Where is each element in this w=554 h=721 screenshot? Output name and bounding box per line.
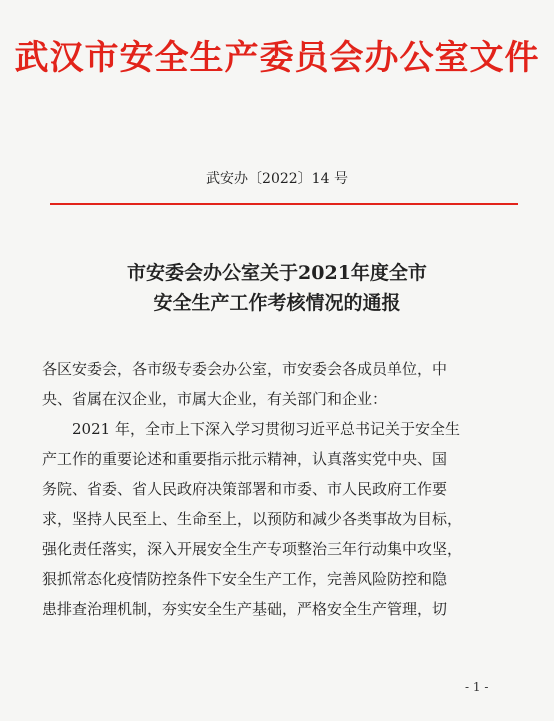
document-title-line-1: 市安委会办公室关于2021年度全市 (127, 262, 427, 284)
issuer-header: 武汉市安全生产委员会办公室文件 (14, 38, 540, 78)
body-line: 央、省属在汉企业，市属大企业，有关部门和企业： (42, 390, 388, 408)
body-line: 狠抓常态化疫情防控条件下安全生产工作，完善风险防控和隐 (42, 570, 448, 588)
body-line: 产工作的重要论述和重要指示批示精神，认真落实党中央、国 (42, 450, 448, 468)
body-text (42, 354, 512, 624)
body-line: 务院、省委、省人民政府决策部署和市委、市人民政府工作要 (42, 480, 448, 498)
red-divider-line (50, 203, 518, 205)
document-title-line-2: 安全生产工作考核情况的通报 (153, 292, 401, 314)
body-line: 求，坚持人民至上、生命至上，以预防和减少各类事故为目标， (42, 510, 463, 528)
document-title (0, 258, 554, 318)
body-line: 强化责任落实，深入开展安全生产专项整治三年行动集中攻坚， (42, 540, 463, 558)
body-line: 各区安委会，各市级专委会办公室，市安委会各成员单位，中 (42, 360, 448, 378)
body-line: 2021 年，全市上下深入学习贯彻习近平总书记关于安全生 (42, 420, 460, 438)
page-number: - 1 - (465, 680, 489, 694)
document-number: 武安办〔2022〕14 号 (206, 171, 348, 187)
body-line: 患排查治理机制，夯实安全生产基础，严格安全生产管理，切 (42, 600, 448, 618)
